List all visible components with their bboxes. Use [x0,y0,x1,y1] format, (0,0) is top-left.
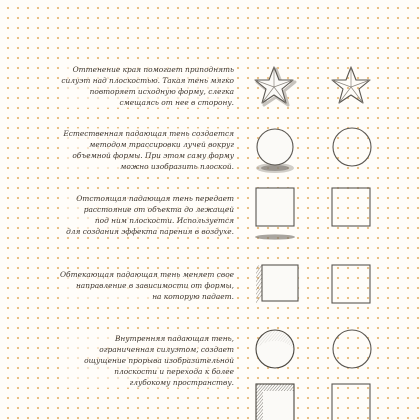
paragraph-detached-shadow [60,193,234,237]
paragraph-natural-cast-shadow [60,128,234,172]
paragraph-edge-shading [60,64,234,108]
square-with-wrapping-shadow [252,262,300,310]
circle-with-cast-shadow [252,125,298,179]
text-line: на которую падает. [152,292,234,301]
text-line: под ним плоскости. Используется [94,216,234,225]
text-line: смещаясь от нее в сторону. [119,98,234,107]
square-outline [329,186,375,232]
square-with-detached-shadow [253,186,299,244]
square-outline [330,382,374,420]
text-line: ощущение прорыва изобразительной [84,356,234,365]
text-line: методом трассировки лучей вокруг [89,140,234,149]
circle-outline [329,327,375,373]
text-line: направление в зависимости от формы, [75,281,234,290]
star-outline [326,62,376,112]
text-line: Естественная падающая тень создается [63,129,234,138]
paragraph-inner-shadow [60,333,234,388]
star-with-edge-shading [248,62,298,112]
text-line: Оттенение края помогает приподнять [72,65,234,74]
text-line: Отстоящая падающая тень передает [76,194,234,203]
text-line: для создания эффекта парения в воздухе. [66,227,234,236]
text-line: глубокому пространству. [129,378,234,387]
text-line: можно изобразить плоской. [120,162,234,171]
circle-with-inner-shadow [252,327,298,373]
text-line: Внутренняя падающая тень, [114,334,234,343]
text-line: объемной формы. При этом саму форму [72,151,234,160]
text-line: ограниченная силуэтом, создает [99,345,234,354]
text-line: плоскости и перехода к более [114,367,234,376]
paragraph-wrapping-shadow [60,269,234,302]
square-outline [329,262,375,308]
square-with-inner-shadow [254,382,298,420]
text-line: повторяет исходную форму, слегка [89,87,234,96]
circle-outline [329,125,375,171]
text-line: Обтекающая падающая тень меняет свое [60,270,235,279]
text-line: силуэт над плоскостью. Такая тень мягко [61,76,234,85]
text-line: расстояние от объекта до лежащей [83,205,234,214]
